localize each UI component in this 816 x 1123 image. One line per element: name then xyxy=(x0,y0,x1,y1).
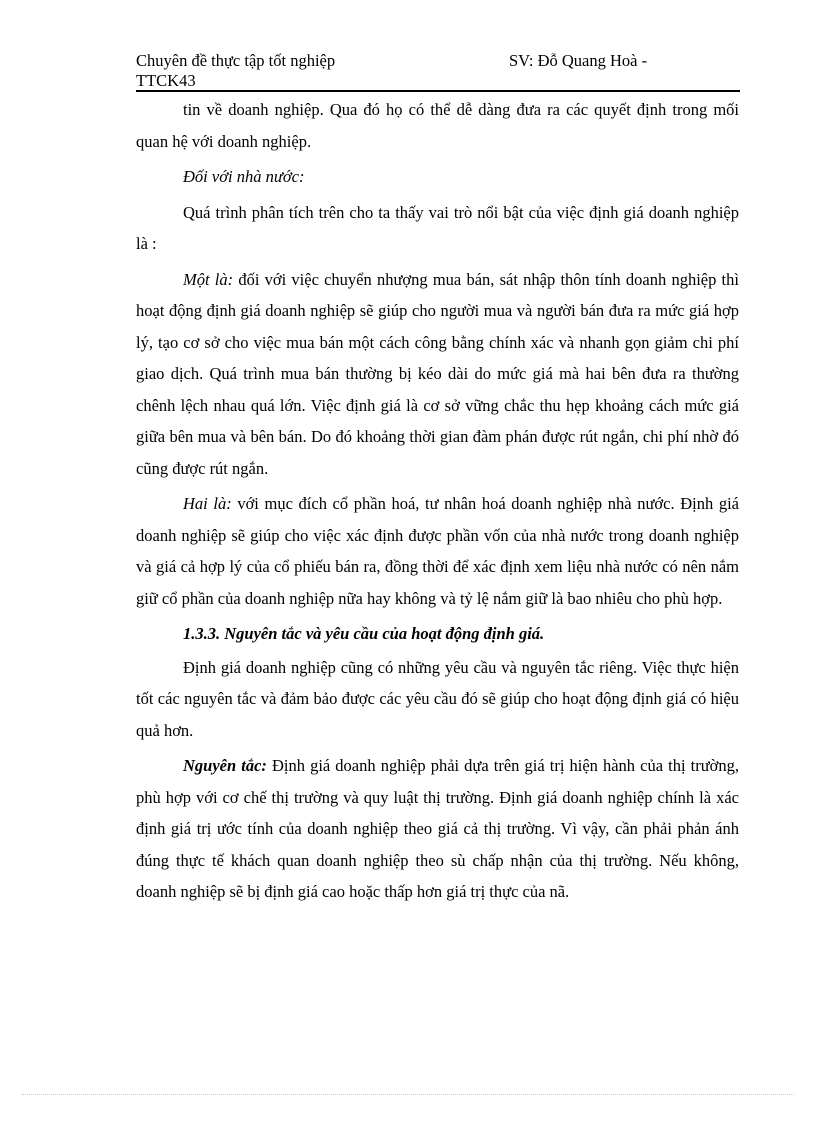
text-principles: Định giá doanh nghiệp phải dựa trên giá trị hiện hành của thị trường, phù hợp với cơ chế thị trường và quy luật thị trường. Định giá doanh nghiệp chính là xác định giá trị ước tính của doanh nghiệp theo giá cả thị trường. Vì vậy, cần phải phản ánh đúng thực tế khách quan doanh nghiệp theo sù chấp nhận của thị trường. Nếu không, doanh nghiệp sẽ bị định giá cao hoặc thấp hơn giá trị thực của nã. xyxy=(136,756,739,901)
text-first: đối với việc chuyển nhượng mua bán, sát nhập thôn tính doanh nghiệp thì hoạt động định giá doanh nghiệp sẽ giúp cho người mua và người bán đưa ra mức giá hợp lý, tạo cơ sở cho việc mua bán một cách công bằng chính xác và nhanh gọn giảm chi phí giao dịch. Quá trình mua bán thường bị kéo dài do mức giá mà hai bên đưa ra thường chênh lệch nhau quá lớn. Việc định giá là cơ sở vững chắc thu hẹp khoảng cách mức giá giữa bên mua và bên bán. Do đó khoảng thời gian đàm phán được rút ngắn, chi phí nhờ đó cũng được rút ngắn. xyxy=(136,269,739,478)
paragraph-continuation: tin về doanh nghiệp. Qua đó họ có thể dễ dàng đưa ra các quyết định trong mối quan hệ với doanh nghiệp. xyxy=(136,100,739,151)
paragraph-intro: Quá trình phân tích trên cho ta thấy vai trò nổi bật của việc định giá doanh nghiệp là : xyxy=(136,202,739,253)
section-heading: 1.3.3. Nguyên tắc và yêu cầu của hoạt động định giá. xyxy=(183,624,545,643)
header-class-code: TTCK43 xyxy=(136,71,196,90)
lead-second: Hai là: xyxy=(183,494,232,513)
document-body xyxy=(136,94,739,908)
paragraph-second xyxy=(136,488,739,614)
text-second: với mục đích cổ phần hoá, tư nhân hoá doanh nghiệp nhà nước. Định giá doanh nghiệp sẽ giúp cho việc xác định được phần vốn của nhà nước trong doanh nghiệp và giá cả hợp lý của cổ phiếu bán ra, đồng thời để xác định xem liệu nhà nước có nên nắm giữ cổ phần của doanh nghiệp nữa hay không và tỷ lệ nắm giữ là bao nhiêu cho phù hợp. xyxy=(136,494,739,608)
header-title: Chuyên đề thực tập tốt nghiệp xyxy=(136,51,336,70)
lead-principles: Nguyên tắc: xyxy=(183,756,267,775)
footer-divider xyxy=(22,1094,794,1095)
lead-first: Một là: xyxy=(183,269,234,289)
paragraph-requirements: Định giá doanh nghiệp cũng có những yêu cầu và nguyên tắc riêng. Việc thực hiện tốt các nguyên tắc và đảm bảo được các yêu cầu đó sẽ giúp cho hoạt động định giá có hiệu quả hơn. xyxy=(136,657,739,740)
header-divider xyxy=(136,90,740,92)
subheading-state: Đối với nhà nước: xyxy=(183,167,305,186)
paragraph-first xyxy=(136,264,739,485)
paragraph-principles xyxy=(136,750,739,908)
header-author: SV: Đỗ Quang Hoà - xyxy=(509,51,648,70)
